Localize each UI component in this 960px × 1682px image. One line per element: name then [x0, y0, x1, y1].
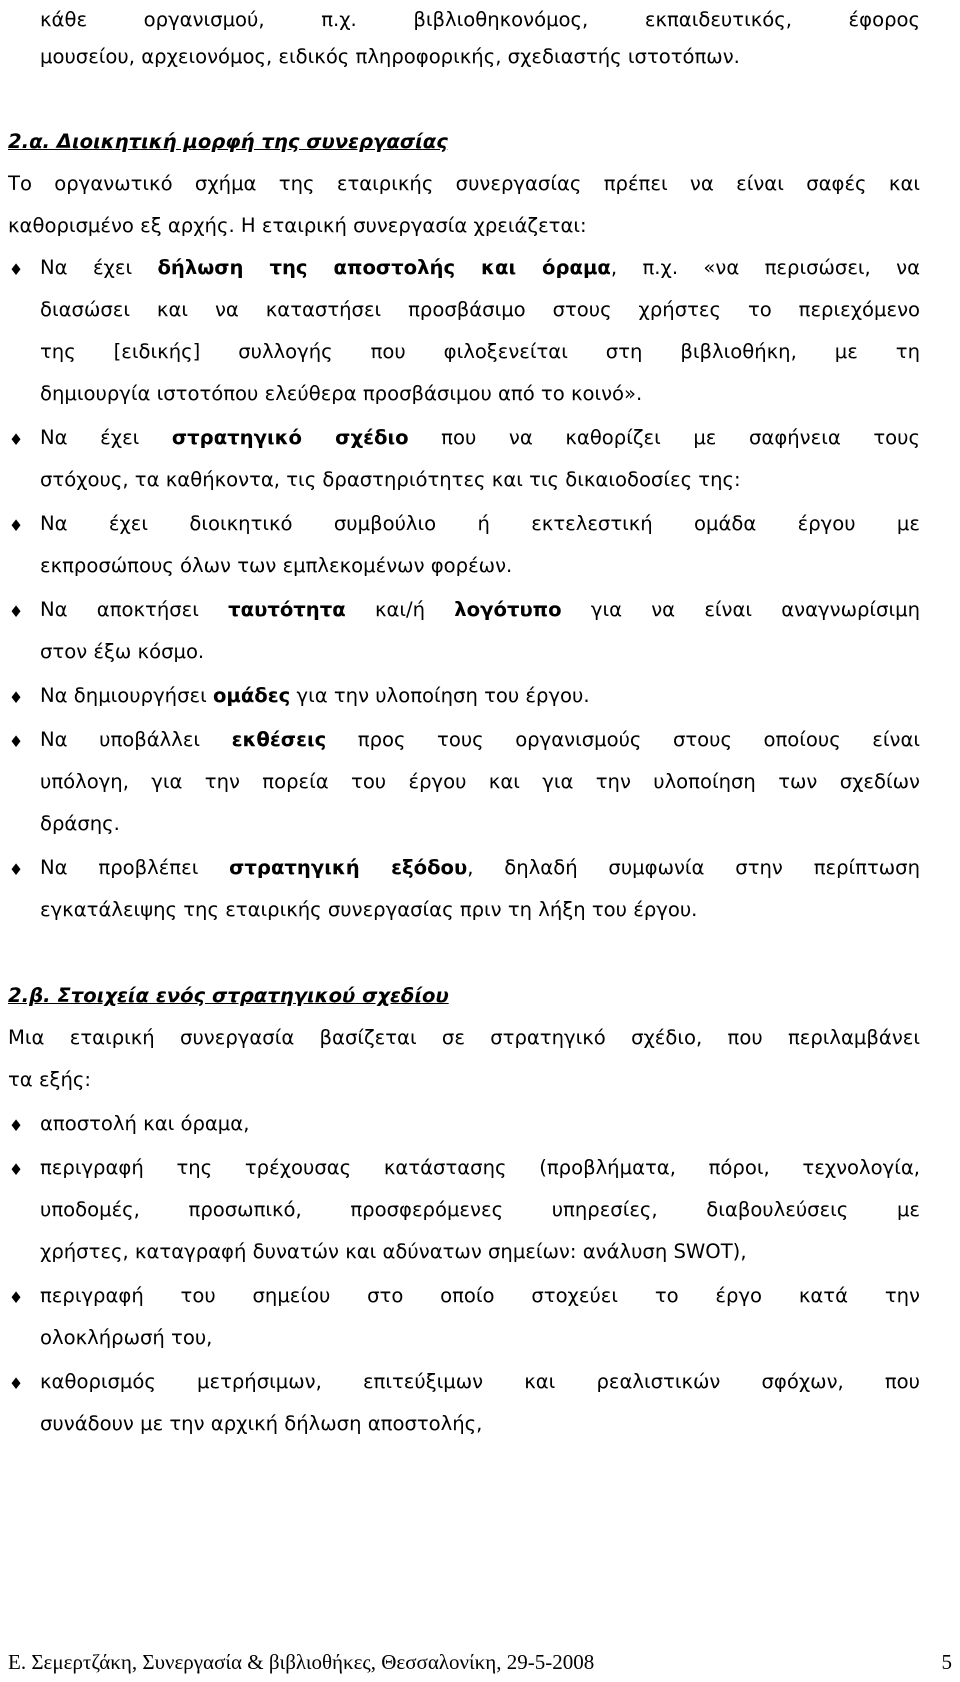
text-line [40, 1362, 920, 1402]
text-run: Το οργανωτικό σχήμα της εταιρικής συνεργασίας πρέπει να είναι σαφές και [8, 172, 920, 195]
text-line [40, 804, 920, 844]
text-run: εγκατάλειψης της εταιρικής συνεργασίας πριν τη λήξη του έργου. [40, 898, 698, 921]
text-line [40, 890, 920, 930]
text-line [40, 332, 920, 372]
text-run: καθορισμός μετρήσιμων, επιτεύξιμων και ρεαλιστικών σφόχων, που [40, 1370, 920, 1393]
bold-term: δήλωση της αποστολής και όραμα [157, 256, 611, 279]
text-line [40, 762, 920, 802]
text-line [40, 1232, 920, 1272]
text-run: χρήστες, καταγραφή δυνατών και αδύνατων σημείων: ανάλυση SWOT), [40, 1240, 747, 1263]
text-run: Μια εταιρική συνεργασία βασίζεται σε στρατηγικό σχέδιο, που περιλαμβάνει [8, 1026, 920, 1049]
text-line [40, 546, 920, 586]
text-line [40, 676, 920, 716]
text-line [40, 590, 920, 630]
text-line [40, 1148, 920, 1188]
footer-text: Ε. Σεμερτζάκη, Συνεργασία & βιβλιοθήκες, Θεσσαλονίκη, 29-5-2008 [8, 1650, 595, 1674]
bold-term: στρατηγικό σχέδιο [171, 426, 409, 449]
text-run: 2.β. Στοιχεία ενός στρατηγικού σχεδίου [8, 984, 449, 1007]
text-line [40, 1276, 920, 1316]
text-run: ολοκλήρωσή του, [40, 1326, 213, 1349]
text-line [8, 164, 920, 204]
text-line [40, 848, 920, 888]
text-run: Να προβλέπει [40, 856, 230, 879]
bullet-icon: ♦ [8, 1116, 24, 1135]
section-heading [8, 976, 920, 1016]
text-run: που να καθορίζει με σαφήνεια τους [408, 426, 920, 449]
text-run: και/ή [345, 598, 455, 621]
text-line [40, 1404, 920, 1444]
page-number: 5 [941, 1650, 952, 1674]
bold-term: ταυτότητα [228, 598, 346, 621]
text-line [40, 1318, 920, 1358]
bold-term: εκθέσεις [231, 728, 327, 751]
text-run: Να έχει [40, 426, 172, 449]
text-line [40, 1190, 920, 1230]
text-run: Να έχει διοικητικό συμβούλιο ή εκτελεστική ομάδα έργου με [40, 512, 920, 535]
text-line [40, 418, 920, 458]
text-line [8, 206, 920, 246]
text-run: περιγραφή του σημείου στο οποίο στοχεύει το έργο κατά την [40, 1284, 920, 1307]
text-run: Να υποβάλλει [40, 728, 232, 751]
text-run: στόχους, τα καθήκοντα, τις δραστηριότητες και τις δικαιοδοσίες της: [40, 468, 741, 491]
bullet-icon: ♦ [8, 688, 24, 707]
text-run: Να έχει [40, 256, 158, 279]
text-run: δημιουργία ιστοτόπου ελεύθερα προσβάσιμου από το κοινό». [40, 382, 643, 405]
page-footer [8, 1647, 952, 1677]
text-run: , π.χ. «να περισώσει, να [610, 256, 920, 279]
text-line [40, 374, 920, 414]
text-run: περιγραφή της τρέχουσας κατάστασης (προβλήματα, πόροι, τεχνολογία, [40, 1156, 920, 1179]
section-heading [8, 122, 920, 162]
bullet-icon: ♦ [8, 1288, 24, 1307]
bullet-icon: ♦ [8, 602, 24, 621]
text-run: τα εξής: [8, 1068, 91, 1091]
bullet-icon: ♦ [8, 1374, 24, 1393]
text-run: αποστολή και όραμα, [40, 1112, 250, 1135]
text-run: δράσης. [40, 812, 120, 835]
bold-term: στρατηγική εξόδου [229, 856, 468, 879]
bullet-icon: ♦ [8, 1160, 24, 1179]
text-run: Να αποκτήσει [40, 598, 229, 621]
text-run: της [ειδικής] συλλογής που φιλοξενείται στη βιβλιοθήκη, με τη [40, 340, 920, 363]
text-run: μουσείου, αρχειονόμος, ειδικός πληροφορικής, σχεδιαστής ιστοτόπων. [40, 45, 740, 68]
text-run: κάθε οργανισμού, π.χ. βιβλιοθηκονόμος, εκπαιδευτικός, έφορος [40, 8, 920, 31]
text-line [40, 720, 920, 760]
bullet-icon: ♦ [8, 516, 24, 535]
text-run: συνάδουν με την αρχική δήλωση αποστολής, [40, 1412, 483, 1435]
text-line [8, 1060, 920, 1100]
text-run: , δηλαδή συμφωνία στην περίπτωση [467, 856, 920, 879]
text-run: υποδομές, προσωπικό, προσφερόμενες υπηρεσίες, διαβουλεύσεις με [40, 1198, 920, 1221]
text-line [40, 0, 920, 40]
text-run: στον έξω κόσμο. [40, 640, 205, 663]
bullet-icon: ♦ [8, 430, 24, 449]
text-line [40, 504, 920, 544]
text-run: 2.α. Διοικητική μορφή της συνεργασίας [8, 130, 448, 153]
bullet-icon: ♦ [8, 860, 24, 879]
bullet-icon: ♦ [8, 732, 24, 751]
bold-term: λογότυπο [454, 598, 562, 621]
text-line [40, 460, 920, 500]
bold-term: ομάδες [212, 684, 291, 707]
text-run: για την υλοποίηση του έργου. [290, 684, 590, 707]
text-run: εκπροσώπους όλων των εμπλεκομένων φορέων. [40, 554, 513, 577]
text-line [40, 37, 920, 77]
text-line [40, 290, 920, 330]
text-run: διασώσει και να καταστήσει προσβάσιμο στους χρήστες το περιεχόμενο [40, 298, 920, 321]
text-run: για να είναι αναγνωρίσιμη [561, 598, 920, 621]
text-line [40, 632, 920, 672]
text-run: Να δημιουργήσει [40, 684, 213, 707]
text-run: καθορισμένο εξ αρχής. Η εταιρική συνεργασία χρειάζεται: [8, 214, 587, 237]
text-line [40, 248, 920, 288]
text-line [40, 1104, 920, 1144]
bullet-icon: ♦ [8, 260, 24, 279]
text-run: προς τους οργανισμούς στους οποίους είναι [326, 728, 920, 751]
text-line [8, 1018, 920, 1058]
text-run: υπόλογη, για την πορεία του έργου και για την υλοποίηση των σχεδίων [40, 770, 920, 793]
